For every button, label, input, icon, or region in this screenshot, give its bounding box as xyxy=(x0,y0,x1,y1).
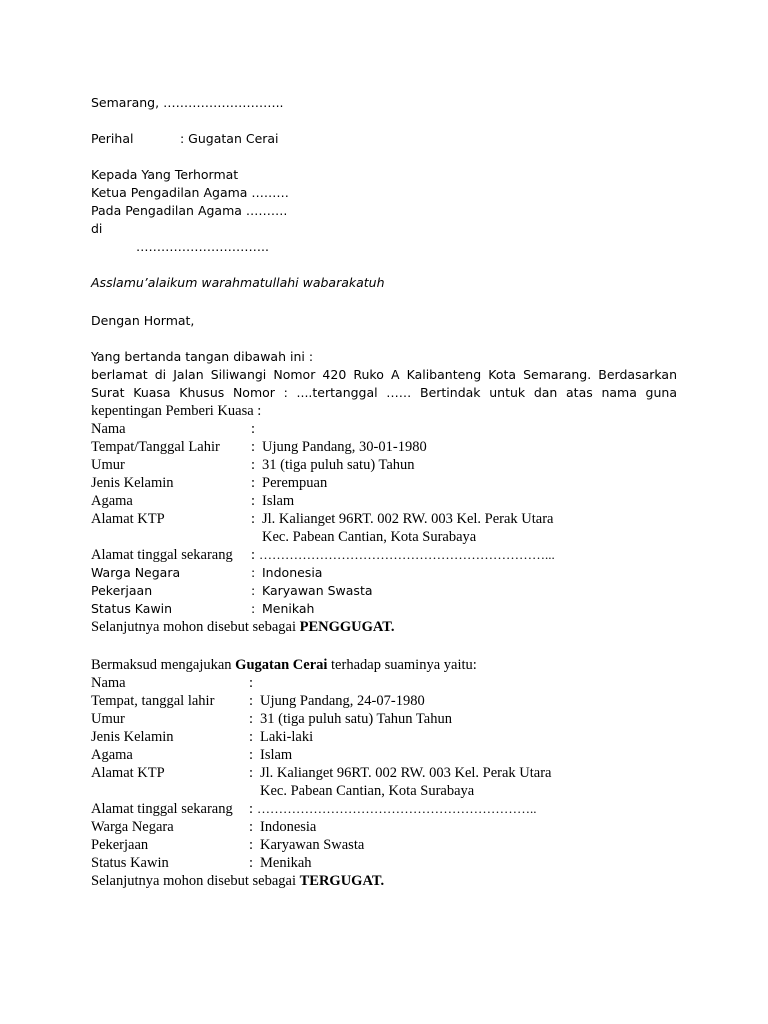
plaintiff-value-gender: Perempuan xyxy=(262,475,328,491)
plaintiff-label-nama: Nama xyxy=(91,421,126,437)
colon: : xyxy=(249,711,254,727)
defendant-closing-text: Selanjutnya mohon disebut sebagai xyxy=(91,873,300,889)
colon: : xyxy=(251,583,256,598)
colon: : xyxy=(251,439,256,455)
greeting: Asslamu’alaikum warahmatullahi wabarakatuh xyxy=(91,275,385,290)
intro-line-2: berlamat di Jalan Siliwangi Nomor 420 Ruko A Kalibanteng Kota Semarang. Berdasarkan xyxy=(91,367,677,382)
defendant-label-citizenship: Warga Negara xyxy=(91,819,174,835)
recipient-line-3: Pada Pengadilan Agama ………. xyxy=(91,203,288,218)
plaintiff-label-current-address: Alamat tinggal sekarang xyxy=(91,547,233,563)
plaintiff-value-birth: Ujung Pandang, 30-01-1980 xyxy=(262,439,427,455)
plaintiff-label-age: Umur xyxy=(91,457,125,473)
defendant-label-address: Alamat KTP xyxy=(91,765,165,781)
colon: : xyxy=(251,565,256,580)
plaintiff-label-address: Alamat KTP xyxy=(91,511,165,527)
recipient-line-5: ………………………….. xyxy=(136,239,269,254)
intro-line-1: Yang bertanda tangan dibawah ini : xyxy=(91,349,314,364)
plaintiff-value-citizenship: Indonesia xyxy=(262,565,323,580)
plaintiff-closing-text: Selanjutnya mohon disebut sebagai xyxy=(91,619,300,635)
recipient-line-2: Ketua Pengadilan Agama ……… xyxy=(91,185,289,200)
colon: : xyxy=(251,457,256,473)
plaintiff-label-marital: Status Kawin xyxy=(91,601,173,616)
defendant-intro-suffix: terhadap suaminya yaitu: xyxy=(327,657,477,673)
plaintiff-value-current-address: …………………………………………………………... xyxy=(259,547,555,562)
perihal-label: Perihal xyxy=(91,131,134,146)
defendant-value-occupation: Karyawan Swasta xyxy=(260,837,365,853)
defendant-label-marital: Status Kawin xyxy=(91,855,169,871)
plaintiff-value-address-line-2: Kec. Pabean Cantian, Kota Surabaya xyxy=(262,529,477,545)
defendant-value-age: 31 (tiga puluh satu) Tahun Tahun xyxy=(260,711,452,727)
defendant-label-current-address: Alamat tinggal sekarang xyxy=(91,801,233,817)
plaintiff-value-age: 31 (tiga puluh satu) Tahun xyxy=(262,457,415,473)
plaintiff-label-gender: Jenis Kelamin xyxy=(91,475,174,491)
recipient-line-1: Kepada Yang Terhormat xyxy=(91,167,239,182)
defendant-value-religion: Islam xyxy=(260,747,293,763)
defendant-value-current-address: ……………………………………………………….. xyxy=(257,801,537,816)
defendant-intro-bold: Gugatan Cerai xyxy=(235,657,328,673)
defendant-intro xyxy=(91,656,477,674)
colon: : xyxy=(249,765,254,781)
colon: : xyxy=(251,421,256,437)
defendant-label-birth: Tempat, tanggal lahir xyxy=(91,693,215,709)
defendant-label-religion: Agama xyxy=(91,747,133,763)
salutation: Dengan Hormat, xyxy=(91,313,195,328)
colon: : xyxy=(249,837,254,853)
plaintiff-label-religion: Agama xyxy=(91,493,133,509)
defendant-label-gender: Jenis Kelamin xyxy=(91,729,174,745)
colon: : xyxy=(249,747,254,763)
defendant-label-age: Umur xyxy=(91,711,125,727)
colon: : xyxy=(251,511,256,527)
plaintiff-designation: PENGGUGAT. xyxy=(299,619,395,635)
plaintiff-label-citizenship: Warga Negara xyxy=(91,565,181,580)
plaintiff-value-marital: Menikah xyxy=(262,601,315,616)
defendant-value-address: Jl. Kalianget 96RT. 002 RW. 003 Kel. Perak Utara xyxy=(260,765,552,781)
plaintiff-label-birth: Tempat/Tanggal Lahir xyxy=(91,439,220,455)
colon: : xyxy=(249,855,254,871)
colon: : xyxy=(251,547,256,563)
intro-line-3: Surat Kuasa Khusus Nomor : ....tertanggal …… Bertindak untuk dan atas nama guna xyxy=(91,385,677,400)
colon: : xyxy=(249,801,254,817)
perihal-value: : Gugatan Cerai xyxy=(180,131,279,146)
colon: : xyxy=(249,729,254,745)
colon: : xyxy=(249,693,254,709)
plaintiff-closing xyxy=(91,618,395,636)
recipient-line-4: di xyxy=(91,221,103,236)
defendant-value-marital: Menikah xyxy=(260,855,312,871)
colon: : xyxy=(249,819,254,835)
plaintiff-value-occupation: Karyawan Swasta xyxy=(262,583,373,598)
defendant-label-nama: Nama xyxy=(91,675,126,691)
colon: : xyxy=(249,675,254,691)
plaintiff-label-occupation: Pekerjaan xyxy=(91,583,153,598)
plaintiff-value-religion: Islam xyxy=(262,493,295,509)
city-date: Semarang, ……………………….. xyxy=(91,95,284,110)
defendant-value-gender: Laki-laki xyxy=(260,729,314,745)
defendant-closing xyxy=(91,872,384,890)
defendant-value-birth: Ujung Pandang, 24-07-1980 xyxy=(260,693,425,709)
plaintiff-value-address: Jl. Kalianget 96RT. 002 RW. 003 Kel. Perak Utara xyxy=(262,511,554,527)
intro-line-4: kepentingan Pemberi Kuasa : xyxy=(91,403,262,419)
defendant-value-address-line-2: Kec. Pabean Cantian, Kota Surabaya xyxy=(260,783,475,799)
defendant-label-occupation: Pekerjaan xyxy=(91,837,149,853)
defendant-designation: TERGUGAT. xyxy=(299,873,385,889)
defendant-intro-prefix: Bermaksud mengajukan xyxy=(91,657,236,673)
colon: : xyxy=(251,601,256,616)
colon: : xyxy=(251,475,256,491)
colon: : xyxy=(251,493,256,509)
defendant-value-citizenship: Indonesia xyxy=(260,819,317,835)
